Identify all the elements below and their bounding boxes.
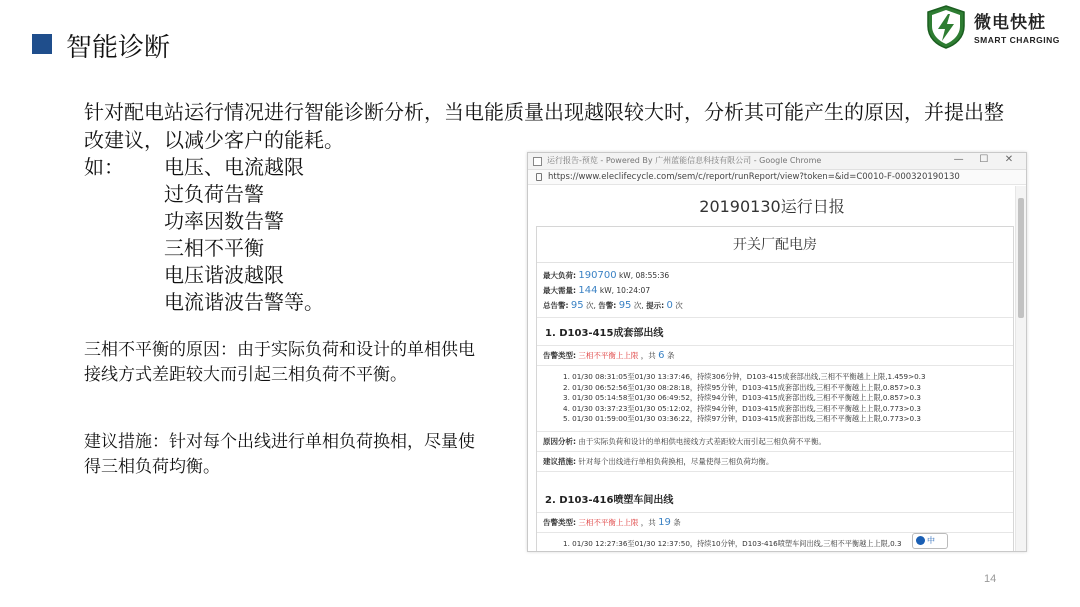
slide-title: 智能诊断 bbox=[66, 33, 171, 63]
scrollbar-thumb[interactable] bbox=[1018, 198, 1024, 318]
page-number: 14 bbox=[984, 573, 997, 585]
alarm-type-row bbox=[537, 512, 1013, 532]
alarm-type-value: 三相不平衡上上限 bbox=[578, 351, 639, 360]
vertical-scrollbar[interactable] bbox=[1015, 186, 1026, 552]
list-item: 过负荷告警 bbox=[164, 182, 264, 206]
max-load-value: 190700 bbox=[578, 270, 617, 281]
page-viewport bbox=[528, 186, 1016, 552]
advice-row bbox=[537, 451, 1013, 471]
warning-label: 告警: bbox=[598, 301, 617, 310]
list-item: 5. 01/30 01:59:00至01/30 03:36:22，持续97分钟，D103-415成套部出线,三相不平衡越上上限,0.773>0.3 bbox=[563, 414, 921, 423]
ime-indicator[interactable] bbox=[912, 533, 948, 549]
shield-bolt-icon bbox=[924, 4, 968, 50]
count-unit: 条 bbox=[673, 517, 681, 527]
title-bullet-square bbox=[32, 34, 52, 54]
max-demand-value: 144 bbox=[578, 285, 598, 296]
cause-text: 由于实际负荷和设计的单相供电接线方式差距较大而引起三相负荷不平衡。 bbox=[578, 436, 826, 446]
list-item: 2. 01/30 06:52:56至01/30 08:28:18，持续95分钟，D103-415成套部出线,三相不平衡越上上限,0.857>0.3 bbox=[563, 382, 921, 392]
tip-label: 提示: bbox=[646, 301, 665, 310]
logo-text-en: SMART CHARGING bbox=[974, 35, 1060, 45]
lock-icon bbox=[536, 173, 542, 181]
logo-text-cn: 微电快桩 bbox=[974, 13, 1046, 33]
browser-titlebar[interactable] bbox=[528, 153, 1026, 170]
section-heading: 2. D103-416喷塑车间出线 bbox=[545, 494, 674, 506]
advice-text: 针对每个出线进行单相负荷换相，尽量使得三相负荷均衡。 bbox=[578, 456, 774, 466]
tip-unit: 次 bbox=[675, 301, 683, 310]
alarm-type-label: 告警类型: bbox=[543, 517, 576, 527]
list-item: 电流谐波告警等。 bbox=[164, 290, 324, 314]
max-demand-label: 最大需量: bbox=[543, 286, 576, 295]
list-item: 电压、电流越限 bbox=[164, 155, 304, 179]
alarm-type-row bbox=[537, 345, 1013, 365]
list-item: 功率因数告警 bbox=[164, 209, 284, 233]
count-prefix: ，共 bbox=[640, 517, 656, 527]
example-label: 如： bbox=[84, 155, 124, 179]
count-unit: 条 bbox=[666, 351, 675, 360]
advice-label: 建议措施: bbox=[543, 456, 576, 466]
intro-paragraph: 针对配电站运行情况进行智能诊断分析，当电能质量出现越限较大时，分析其可能产生的原因，并提出整改建议，以减少客户的能耗。 bbox=[84, 100, 1004, 152]
url-text[interactable]: https://www.eleclifecycle.com/sem/c/report/runReport/view?token=&id=C0010-F-000320190130 bbox=[548, 172, 960, 182]
minimize-icon[interactable]: — bbox=[953, 154, 964, 165]
cause-row bbox=[537, 431, 1013, 451]
warning-value: 95 bbox=[618, 300, 632, 311]
window-title: 运行报告-预览 - Powered By 广州蓝能信息科技有限公司 - Google Chrome bbox=[547, 156, 822, 165]
report-title: 20190130运行日报 bbox=[699, 197, 845, 216]
station-name: 开关厂配电房 bbox=[537, 227, 1013, 263]
alarm-count: 19 bbox=[658, 516, 671, 528]
total-alarm-value: 95 bbox=[570, 300, 584, 311]
example-list bbox=[164, 154, 324, 316]
alarm-list bbox=[537, 365, 1013, 431]
report-panel bbox=[536, 226, 1014, 552]
list-item: 1. 01/30 12:27:36至01/30 12:37:50，持续10分钟，D103-416喷塑车间出线,三相不平衡越上上限,0.3 bbox=[563, 538, 902, 548]
alarm-count: 6 bbox=[658, 350, 665, 361]
alarm-type-label: 告警类型: bbox=[543, 351, 576, 360]
count-prefix: ，共 bbox=[640, 351, 656, 360]
ime-icon bbox=[916, 536, 925, 545]
browser-window bbox=[527, 152, 1027, 552]
ime-label: 中 bbox=[927, 536, 935, 545]
address-bar[interactable] bbox=[528, 170, 1026, 185]
total-alarm-label: 总告警: bbox=[543, 301, 569, 310]
list-item: 3. 01/30 05:14:58至01/30 06:49:52，持续94分钟，D103-415成套部出线,三相不平衡越上上限,0.857>0.3 bbox=[563, 393, 921, 402]
warning-unit: 次, bbox=[633, 301, 644, 310]
maximize-icon[interactable]: ☐ bbox=[979, 154, 989, 165]
advice-paragraph: 建议措施：针对每个出线进行单相负荷换相，尽量使得三相负荷均衡。 bbox=[84, 432, 475, 477]
max-demand-suffix: kW, 10:24:07 bbox=[599, 286, 651, 295]
summary-stats bbox=[537, 263, 1013, 318]
cause-paragraph: 三相不平衡的原因：由于实际负荷和设计的单相供电接线方式差距较大而引起三相负荷不平衡。 bbox=[84, 340, 475, 385]
max-load-suffix: kW, 08:55:36 bbox=[618, 271, 670, 280]
close-icon[interactable]: ✕ bbox=[1004, 154, 1014, 165]
page-icon bbox=[533, 157, 542, 166]
cause-label: 原因分析: bbox=[543, 436, 576, 446]
max-load-label: 最大负荷: bbox=[543, 271, 576, 280]
list-item: 电压谐波越限 bbox=[164, 263, 284, 287]
alarm-type-value: 三相不平衡上上限 bbox=[578, 517, 639, 527]
total-alarm-unit: 次, bbox=[586, 301, 596, 310]
section-heading: 1. D103-415成套部出线 bbox=[545, 328, 664, 339]
company-logo bbox=[924, 4, 1074, 50]
list-item: 1. 01/30 08:31:05至01/30 13:37:46，持续306分钟，D103-415成套部出线,三相不平衡越上上限,1.459>0.3 bbox=[563, 372, 926, 381]
list-item: 4. 01/30 03:37:23至01/30 05:12:02，持续94分钟，D103-415成套部出线,三相不平衡越上上限,0.773>0.3 bbox=[563, 403, 921, 413]
tip-value: 0 bbox=[666, 300, 673, 311]
list-item: 三相不平衡 bbox=[164, 236, 264, 260]
